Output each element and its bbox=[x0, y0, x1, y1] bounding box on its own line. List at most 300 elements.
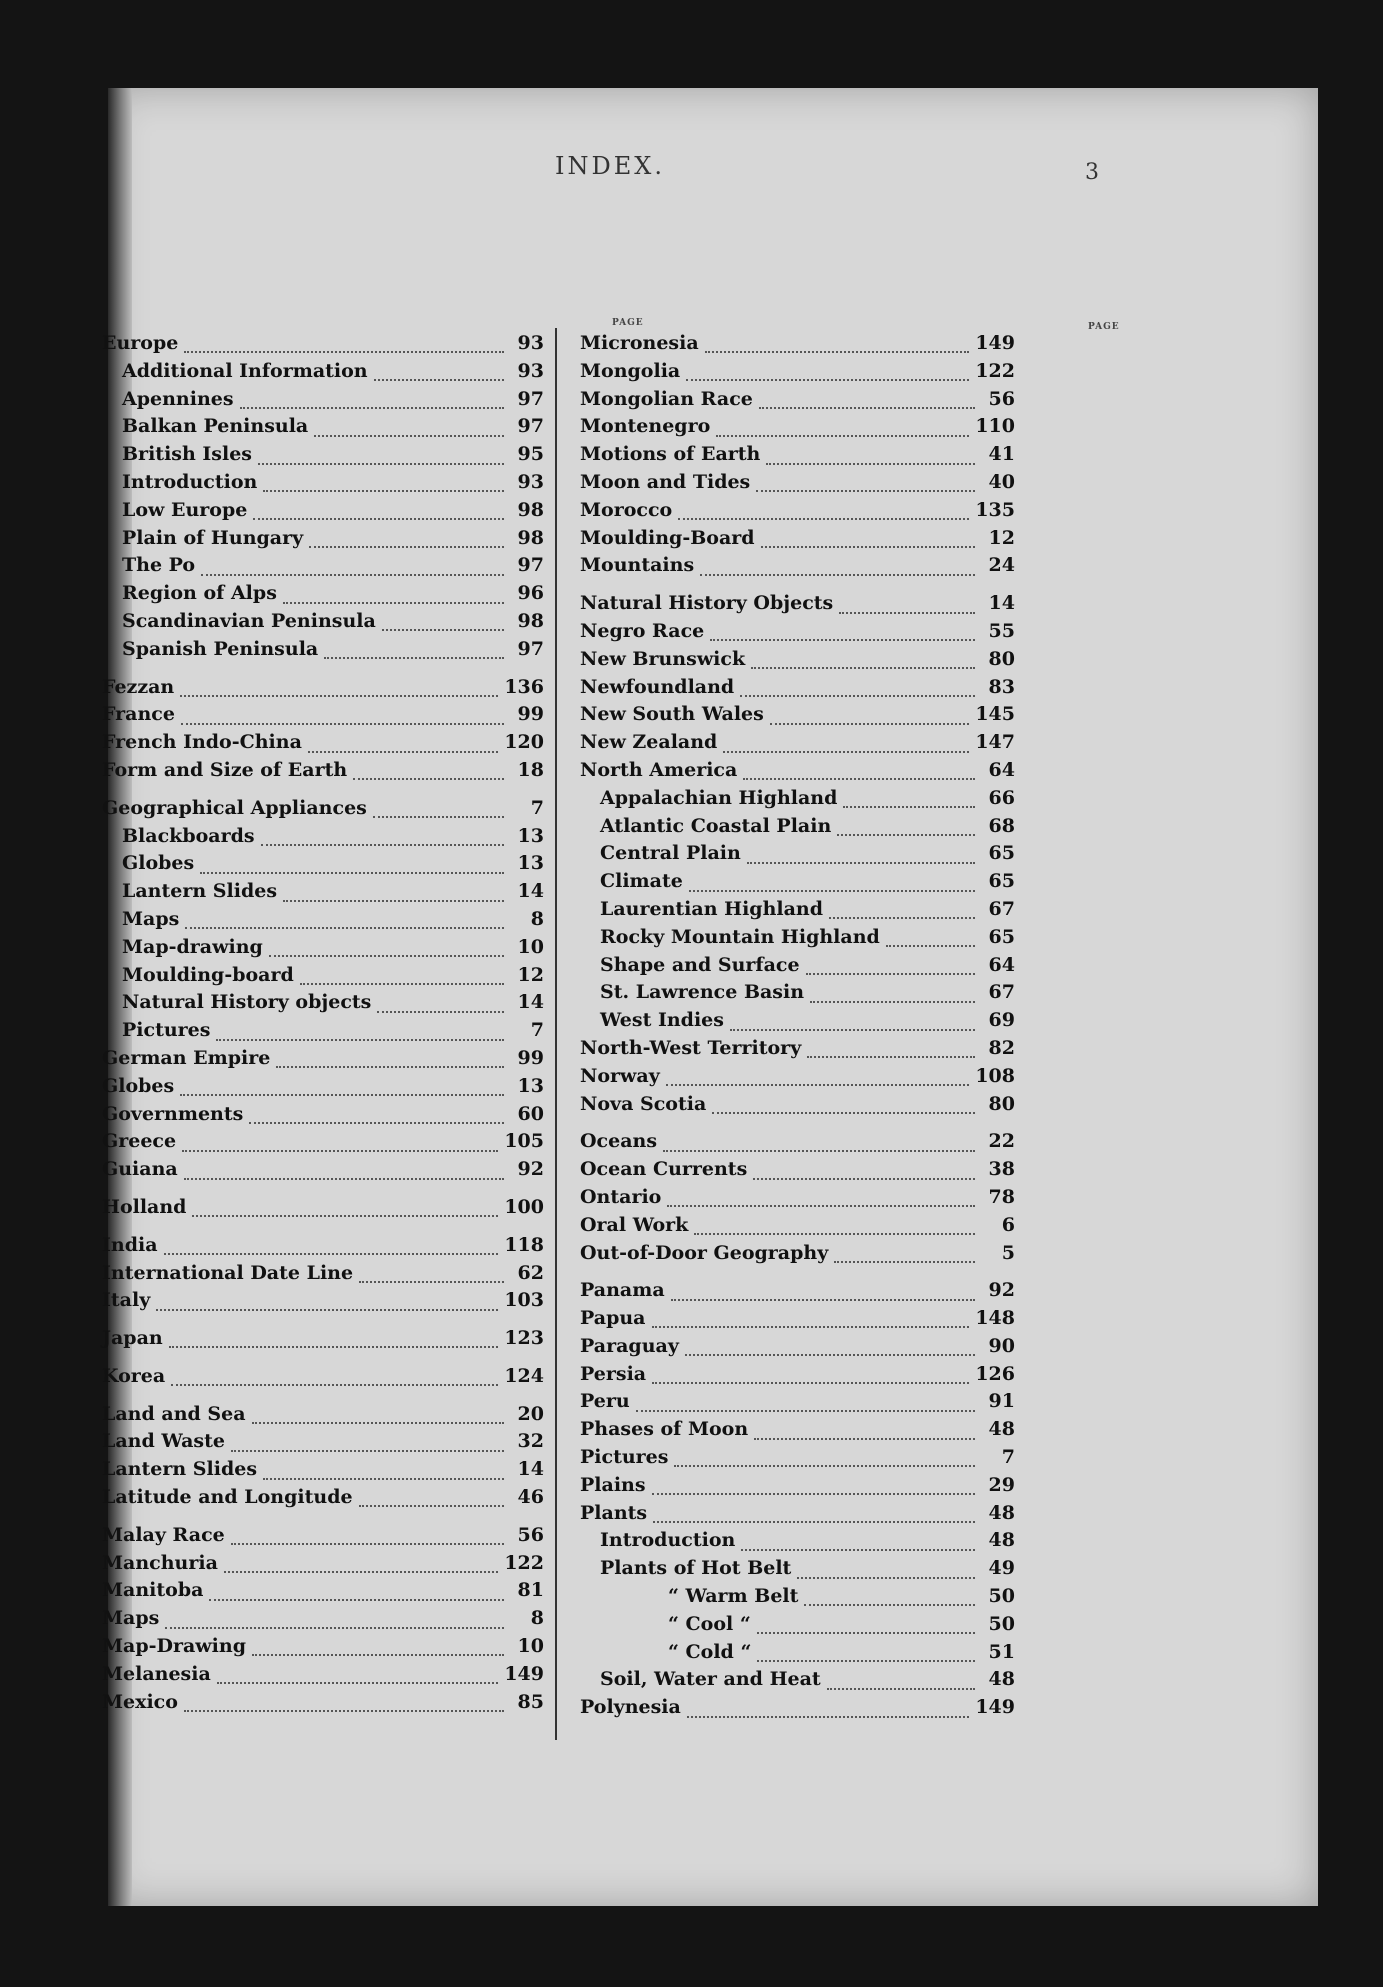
dot-leader bbox=[374, 378, 504, 381]
index-entry-label: Soil, Water and Heat bbox=[600, 1668, 821, 1691]
dot-leader bbox=[192, 1214, 498, 1217]
index-entry-page: 100 bbox=[504, 1195, 544, 1218]
dot-leader bbox=[240, 406, 504, 409]
index-entry-label: Morocco bbox=[580, 498, 673, 521]
index-entry-page: 93 bbox=[517, 332, 544, 354]
index-entry bbox=[580, 388, 1015, 416]
index-entry-page: 67 bbox=[988, 981, 1015, 1004]
dot-leader bbox=[373, 815, 504, 818]
index-entry bbox=[102, 1327, 544, 1355]
index-entry-label: Melanesia bbox=[102, 1662, 211, 1685]
index-entry-page: 108 bbox=[975, 1064, 1015, 1087]
index-entry-page: 145 bbox=[975, 703, 1015, 726]
index-entry-label: “ Cool “ bbox=[668, 1612, 751, 1635]
dot-leader bbox=[180, 694, 498, 697]
index-entry-label: Moon and Tides bbox=[580, 470, 751, 493]
index-entry-label: Plants bbox=[580, 1501, 648, 1524]
index-entry bbox=[102, 703, 544, 731]
index-entry bbox=[102, 991, 544, 1019]
dot-leader bbox=[770, 722, 969, 725]
index-entry-label: Geographical Appliances bbox=[102, 796, 367, 819]
index-entry bbox=[102, 880, 544, 908]
index-entry-label: Natural History objects bbox=[122, 991, 372, 1014]
dot-leader bbox=[757, 1631, 975, 1634]
index-entry-page: 149 bbox=[504, 1662, 544, 1685]
index-entry bbox=[102, 1403, 544, 1431]
index-entry-label: Land Waste bbox=[102, 1430, 225, 1453]
index-entry-page: 67 bbox=[988, 897, 1015, 920]
index-entry-page: 64 bbox=[988, 953, 1015, 976]
index-entry-label: Latitude and Longitude bbox=[102, 1486, 353, 1509]
index-entry bbox=[580, 1093, 1015, 1121]
index-entry bbox=[102, 1289, 544, 1317]
page-number: 3 bbox=[1085, 160, 1099, 185]
index-entry-label: North America bbox=[580, 758, 738, 781]
dot-leader bbox=[653, 1520, 975, 1523]
dot-leader bbox=[886, 944, 975, 947]
index-entry bbox=[580, 332, 1015, 360]
index-entry-page: 8 bbox=[530, 1607, 544, 1630]
index-entry bbox=[580, 1502, 1015, 1530]
index-entry-page: 97 bbox=[517, 415, 544, 438]
index-entry-label: French Indo-China bbox=[102, 731, 302, 754]
index-entry bbox=[102, 1524, 544, 1552]
index-entry-page: 29 bbox=[988, 1473, 1015, 1496]
index-column-right bbox=[580, 332, 1015, 1724]
index-entry-label: North-West Territory bbox=[580, 1036, 802, 1059]
page-column-label-left: PAGE bbox=[612, 318, 644, 328]
index-entry bbox=[580, 360, 1015, 388]
index-entry bbox=[580, 499, 1015, 527]
index-entry-label: Rocky Mountain Highland bbox=[600, 925, 880, 948]
index-entry bbox=[580, 842, 1015, 870]
index-entry-label: Newfoundland bbox=[580, 675, 735, 698]
index-entry-page: 97 bbox=[517, 387, 544, 410]
index-entry bbox=[580, 815, 1015, 843]
index-entry-label: France bbox=[102, 703, 175, 726]
index-entry bbox=[580, 1065, 1015, 1093]
dot-leader bbox=[652, 1325, 970, 1328]
index-entry bbox=[102, 908, 544, 936]
index-entry-page: 51 bbox=[988, 1640, 1015, 1663]
index-entry-page: 98 bbox=[517, 609, 544, 632]
index-entry-page: 13 bbox=[517, 1074, 544, 1097]
index-entry-label: Oceans bbox=[580, 1130, 658, 1153]
dot-leader bbox=[740, 694, 975, 697]
index-entry-page: 48 bbox=[988, 1668, 1015, 1691]
dot-leader bbox=[184, 1709, 504, 1712]
dot-leader bbox=[269, 954, 504, 957]
index-entry-page: 66 bbox=[988, 786, 1015, 809]
index-entry bbox=[102, 1691, 544, 1719]
index-entry bbox=[102, 1103, 544, 1131]
dot-leader bbox=[716, 434, 969, 437]
index-entry bbox=[580, 731, 1015, 759]
index-entry bbox=[580, 1214, 1015, 1242]
dot-leader bbox=[184, 1177, 504, 1180]
index-entry-label: Moulding-board bbox=[122, 963, 294, 986]
dot-leader bbox=[730, 1028, 975, 1031]
index-entry-label: Plain of Hungary bbox=[122, 526, 304, 549]
dot-leader bbox=[694, 1232, 975, 1235]
index-entry-label: Motions of Earth bbox=[580, 443, 761, 466]
index-entry-label: Micronesia bbox=[580, 332, 699, 354]
dot-leader bbox=[687, 1715, 969, 1718]
dot-leader bbox=[827, 1687, 975, 1690]
dot-leader bbox=[700, 573, 975, 576]
index-entry-label: Plains bbox=[580, 1473, 646, 1496]
index-entry-label: Land and Sea bbox=[102, 1402, 246, 1425]
index-entry-page: 38 bbox=[988, 1158, 1015, 1181]
dot-leader bbox=[766, 462, 975, 465]
index-entry-label: Globes bbox=[102, 1074, 175, 1097]
index-entry-label: Manchuria bbox=[102, 1551, 218, 1574]
index-entry bbox=[102, 936, 544, 964]
index-entry-page: 55 bbox=[988, 619, 1015, 642]
index-entry-page: 135 bbox=[975, 498, 1015, 521]
index-entry bbox=[102, 443, 544, 471]
dot-leader bbox=[667, 1204, 975, 1207]
dot-leader bbox=[761, 545, 975, 548]
index-entry-label: Introduction bbox=[600, 1529, 736, 1552]
index-entry-label: New Brunswick bbox=[580, 647, 746, 670]
index-entry bbox=[102, 1579, 544, 1607]
index-entry bbox=[102, 332, 544, 360]
index-entry bbox=[580, 620, 1015, 648]
dot-leader bbox=[837, 833, 975, 836]
dot-leader bbox=[834, 1260, 975, 1263]
index-entry-page: 41 bbox=[988, 443, 1015, 466]
index-entry-page: 110 bbox=[975, 415, 1015, 438]
index-entry-page: 65 bbox=[988, 870, 1015, 893]
index-entry-label: Blackboards bbox=[122, 824, 255, 847]
index-entry-label: Map-drawing bbox=[122, 935, 263, 958]
dot-leader bbox=[759, 406, 975, 409]
dot-leader bbox=[723, 750, 969, 753]
index-entry-page: 48 bbox=[988, 1529, 1015, 1552]
index-entry-label: Globes bbox=[122, 852, 195, 875]
index-entry bbox=[102, 1458, 544, 1486]
index-entry bbox=[580, 592, 1015, 620]
index-entry-label: Out-of-Door Geography bbox=[580, 1241, 829, 1264]
index-entry-label: Pictures bbox=[580, 1446, 669, 1469]
index-entry bbox=[580, 1242, 1015, 1270]
index-entry bbox=[580, 1696, 1015, 1724]
index-entry-page: 122 bbox=[504, 1551, 544, 1574]
dot-leader bbox=[747, 861, 975, 864]
index-entry-label: Malay Race bbox=[102, 1523, 225, 1546]
index-entry-label: Mexico bbox=[102, 1690, 178, 1713]
index-entry-page: 12 bbox=[517, 963, 544, 986]
index-entry-page: 126 bbox=[975, 1362, 1015, 1385]
dot-leader bbox=[308, 750, 498, 753]
index-entry bbox=[580, 1446, 1015, 1474]
index-entry-label: Appalachian Highland bbox=[600, 786, 838, 809]
index-entry bbox=[580, 1585, 1015, 1613]
index-entry bbox=[580, 926, 1015, 954]
index-entry-page: 7 bbox=[1001, 1446, 1015, 1469]
index-entry-label: Shape and Surface bbox=[600, 953, 800, 976]
dot-leader bbox=[181, 722, 504, 725]
dot-leader bbox=[201, 573, 504, 576]
dot-leader bbox=[382, 628, 504, 631]
index-entry-page: 62 bbox=[517, 1261, 544, 1284]
index-entry-page: 10 bbox=[517, 1635, 544, 1658]
index-entry-page: 80 bbox=[988, 647, 1015, 670]
dot-leader bbox=[156, 1308, 498, 1311]
dot-leader bbox=[671, 1298, 975, 1301]
index-entry-label: Ocean Currents bbox=[580, 1158, 748, 1181]
index-entry bbox=[102, 360, 544, 388]
dot-leader bbox=[261, 843, 504, 846]
index-entry bbox=[102, 731, 544, 759]
index-entry bbox=[580, 1279, 1015, 1307]
index-entry-page: 65 bbox=[988, 842, 1015, 865]
index-entry bbox=[580, 1474, 1015, 1502]
index-entry-page: 82 bbox=[988, 1036, 1015, 1059]
index-entry-label: New Zealand bbox=[580, 731, 718, 754]
index-entry-page: 56 bbox=[988, 387, 1015, 410]
dot-leader bbox=[663, 1149, 975, 1152]
index-entry bbox=[102, 1365, 544, 1393]
index-entry bbox=[102, 1047, 544, 1075]
index-entry-page: 92 bbox=[988, 1279, 1015, 1302]
index-entry-page: 56 bbox=[517, 1523, 544, 1546]
index-entry-label: Korea bbox=[102, 1364, 166, 1387]
dot-leader bbox=[810, 1000, 975, 1003]
index-entry-label: Mountains bbox=[580, 554, 695, 577]
index-entry-label: Manitoba bbox=[102, 1579, 204, 1602]
index-entry-page: 122 bbox=[975, 359, 1015, 382]
index-entry-label: India bbox=[102, 1233, 158, 1256]
index-entry bbox=[580, 1390, 1015, 1418]
index-entry-label: Scandinavian Peninsula bbox=[122, 609, 376, 632]
index-entry bbox=[580, 787, 1015, 815]
dot-leader bbox=[252, 1421, 504, 1424]
index-entry-page: 12 bbox=[988, 526, 1015, 549]
dot-leader bbox=[751, 666, 975, 669]
dot-leader bbox=[652, 1381, 969, 1384]
index-entry-label: Climate bbox=[600, 870, 683, 893]
index-entry bbox=[102, 499, 544, 527]
index-entry-label: New South Wales bbox=[580, 703, 764, 726]
index-entry-label: Laurentian Highland bbox=[600, 897, 824, 920]
index-entry-label: British Isles bbox=[122, 443, 252, 466]
index-entry bbox=[580, 1186, 1015, 1214]
index-entry-page: 10 bbox=[517, 935, 544, 958]
index-entry-page: 118 bbox=[504, 1233, 544, 1256]
index-entry bbox=[102, 1607, 544, 1635]
index-entry bbox=[580, 870, 1015, 898]
dot-leader bbox=[712, 1111, 975, 1114]
dot-leader bbox=[182, 1149, 498, 1152]
dot-leader bbox=[231, 1542, 504, 1545]
dot-leader bbox=[252, 1653, 504, 1656]
index-entry-page: 64 bbox=[988, 758, 1015, 781]
dot-leader bbox=[797, 1576, 975, 1579]
index-entry-page: 97 bbox=[517, 637, 544, 660]
dot-leader bbox=[754, 1437, 975, 1440]
index-entry bbox=[580, 1529, 1015, 1557]
index-entry bbox=[580, 1130, 1015, 1158]
index-entry-page: 14 bbox=[517, 1458, 544, 1481]
dot-leader bbox=[710, 638, 975, 641]
dot-leader bbox=[224, 1570, 498, 1573]
index-entry-page: 149 bbox=[975, 1696, 1015, 1719]
dot-leader bbox=[804, 1603, 975, 1606]
index-entry bbox=[580, 527, 1015, 555]
index-entry-page: 18 bbox=[517, 758, 544, 781]
index-entry-page: 6 bbox=[1001, 1213, 1015, 1236]
index-entry bbox=[580, 1335, 1015, 1363]
index-entry-label: Polynesia bbox=[580, 1696, 681, 1719]
index-entry bbox=[102, 1486, 544, 1514]
index-entry bbox=[102, 852, 544, 880]
index-entry-page: 14 bbox=[988, 592, 1015, 615]
index-entry bbox=[102, 1430, 544, 1458]
dot-leader bbox=[359, 1504, 504, 1507]
dot-leader bbox=[807, 1055, 975, 1058]
index-entry bbox=[102, 1234, 544, 1262]
index-entry bbox=[580, 1418, 1015, 1446]
index-entry-label: Phases of Moon bbox=[580, 1418, 749, 1441]
index-entry-page: 136 bbox=[504, 675, 544, 698]
index-entry-page: 120 bbox=[504, 731, 544, 754]
dot-leader bbox=[263, 1477, 504, 1480]
index-entry bbox=[580, 1613, 1015, 1641]
index-entry-label: German Empire bbox=[102, 1046, 271, 1069]
index-entry bbox=[580, 1037, 1015, 1065]
dot-leader bbox=[263, 489, 504, 492]
index-entry bbox=[580, 415, 1015, 443]
index-entry-label: Mongolia bbox=[580, 359, 681, 382]
index-entry-label: Negro Race bbox=[580, 619, 705, 642]
index-entry-label: Lantern Slides bbox=[102, 1458, 258, 1481]
dot-leader bbox=[169, 1345, 499, 1348]
dot-leader bbox=[283, 601, 504, 604]
dot-leader bbox=[756, 489, 975, 492]
dot-leader bbox=[209, 1598, 504, 1601]
index-entry-label: Maps bbox=[102, 1607, 160, 1630]
index-entry bbox=[580, 676, 1015, 704]
index-entry bbox=[580, 703, 1015, 731]
index-entry-page: 49 bbox=[988, 1557, 1015, 1580]
index-entry bbox=[580, 1557, 1015, 1585]
index-entry bbox=[580, 648, 1015, 676]
index-entry-label: Fezzan bbox=[102, 675, 175, 698]
index-entry bbox=[102, 1158, 544, 1186]
index-entry bbox=[580, 981, 1015, 1009]
index-entry-page: 91 bbox=[988, 1390, 1015, 1413]
index-entry-label: Balkan Peninsula bbox=[122, 415, 309, 438]
index-entry-page: 92 bbox=[517, 1158, 544, 1181]
index-entry bbox=[580, 471, 1015, 499]
index-entry-label: Ontario bbox=[580, 1185, 662, 1208]
dot-leader bbox=[253, 517, 504, 520]
dot-leader bbox=[685, 1353, 975, 1356]
index-entry bbox=[580, 1668, 1015, 1696]
index-entry bbox=[102, 582, 544, 610]
dot-leader bbox=[171, 1383, 498, 1386]
index-entry-label: Paraguay bbox=[580, 1334, 679, 1357]
index-entry bbox=[102, 676, 544, 704]
index-entry-page: 81 bbox=[517, 1579, 544, 1602]
index-entry-label: Papua bbox=[580, 1307, 646, 1330]
index-entry bbox=[580, 954, 1015, 982]
index-entry bbox=[102, 1663, 544, 1691]
dot-leader bbox=[806, 972, 975, 975]
index-entry bbox=[102, 527, 544, 555]
index-entry-page: 97 bbox=[517, 554, 544, 577]
dot-leader bbox=[165, 1626, 504, 1629]
index-entry-label: Holland bbox=[102, 1195, 187, 1218]
dot-leader bbox=[839, 611, 975, 614]
index-entry-page: 80 bbox=[988, 1092, 1015, 1115]
index-entry-label: Low Europe bbox=[122, 498, 248, 521]
index-entry bbox=[102, 610, 544, 638]
index-entry-page: 46 bbox=[517, 1486, 544, 1509]
dot-leader bbox=[217, 1681, 499, 1684]
index-entry-page: 68 bbox=[988, 814, 1015, 837]
dot-leader bbox=[258, 462, 504, 465]
index-entry bbox=[102, 1635, 544, 1663]
index-entry-label: Apennines bbox=[122, 387, 234, 410]
index-entry-label: Introduction bbox=[122, 470, 258, 493]
index-entry-label: Guiana bbox=[102, 1158, 178, 1181]
index-entry-page: 7 bbox=[530, 1019, 544, 1042]
dot-leader bbox=[309, 545, 504, 548]
index-entry-page: 93 bbox=[517, 470, 544, 493]
index-entry bbox=[102, 964, 544, 992]
index-entry-label: Natural History Objects bbox=[580, 592, 834, 615]
index-entry-label: Central Plain bbox=[600, 842, 741, 865]
index-entry-page: 90 bbox=[988, 1334, 1015, 1357]
dot-leader bbox=[231, 1449, 504, 1452]
dot-leader bbox=[200, 871, 504, 874]
index-entry-page: 85 bbox=[517, 1690, 544, 1713]
dot-leader bbox=[164, 1252, 499, 1255]
index-entry-label: Governments bbox=[102, 1102, 244, 1125]
index-entry bbox=[580, 443, 1015, 471]
index-entry-label: Italy bbox=[102, 1289, 151, 1312]
dot-leader bbox=[314, 434, 504, 437]
index-entry-page: 148 bbox=[975, 1307, 1015, 1330]
index-entry-page: 50 bbox=[988, 1585, 1015, 1608]
index-entry-label: “ Warm Belt bbox=[668, 1585, 799, 1608]
index-entry-label: Pictures bbox=[122, 1019, 211, 1042]
index-entry bbox=[102, 1196, 544, 1224]
dot-leader bbox=[283, 899, 504, 902]
index-entry-page: 124 bbox=[504, 1364, 544, 1387]
index-entry-page: 14 bbox=[517, 991, 544, 1014]
dot-leader bbox=[353, 777, 504, 780]
index-entry-label: Map-Drawing bbox=[102, 1635, 246, 1658]
column-divider bbox=[555, 328, 557, 1740]
index-entry-label: St. Lawrence Basin bbox=[600, 981, 805, 1004]
index-entry-page: 95 bbox=[517, 443, 544, 466]
index-entry-page: 14 bbox=[517, 880, 544, 903]
index-entry bbox=[102, 415, 544, 443]
dot-leader bbox=[184, 350, 504, 353]
index-entry bbox=[102, 554, 544, 582]
index-entry-label: Moulding-Board bbox=[580, 526, 755, 549]
index-entry bbox=[580, 1158, 1015, 1186]
index-entry bbox=[580, 898, 1015, 926]
index-entry-label: Additional Information bbox=[122, 359, 368, 382]
index-entry-label: International Date Line bbox=[102, 1261, 354, 1284]
dot-leader bbox=[743, 777, 975, 780]
index-entry-label: Lantern Slides bbox=[122, 880, 278, 903]
